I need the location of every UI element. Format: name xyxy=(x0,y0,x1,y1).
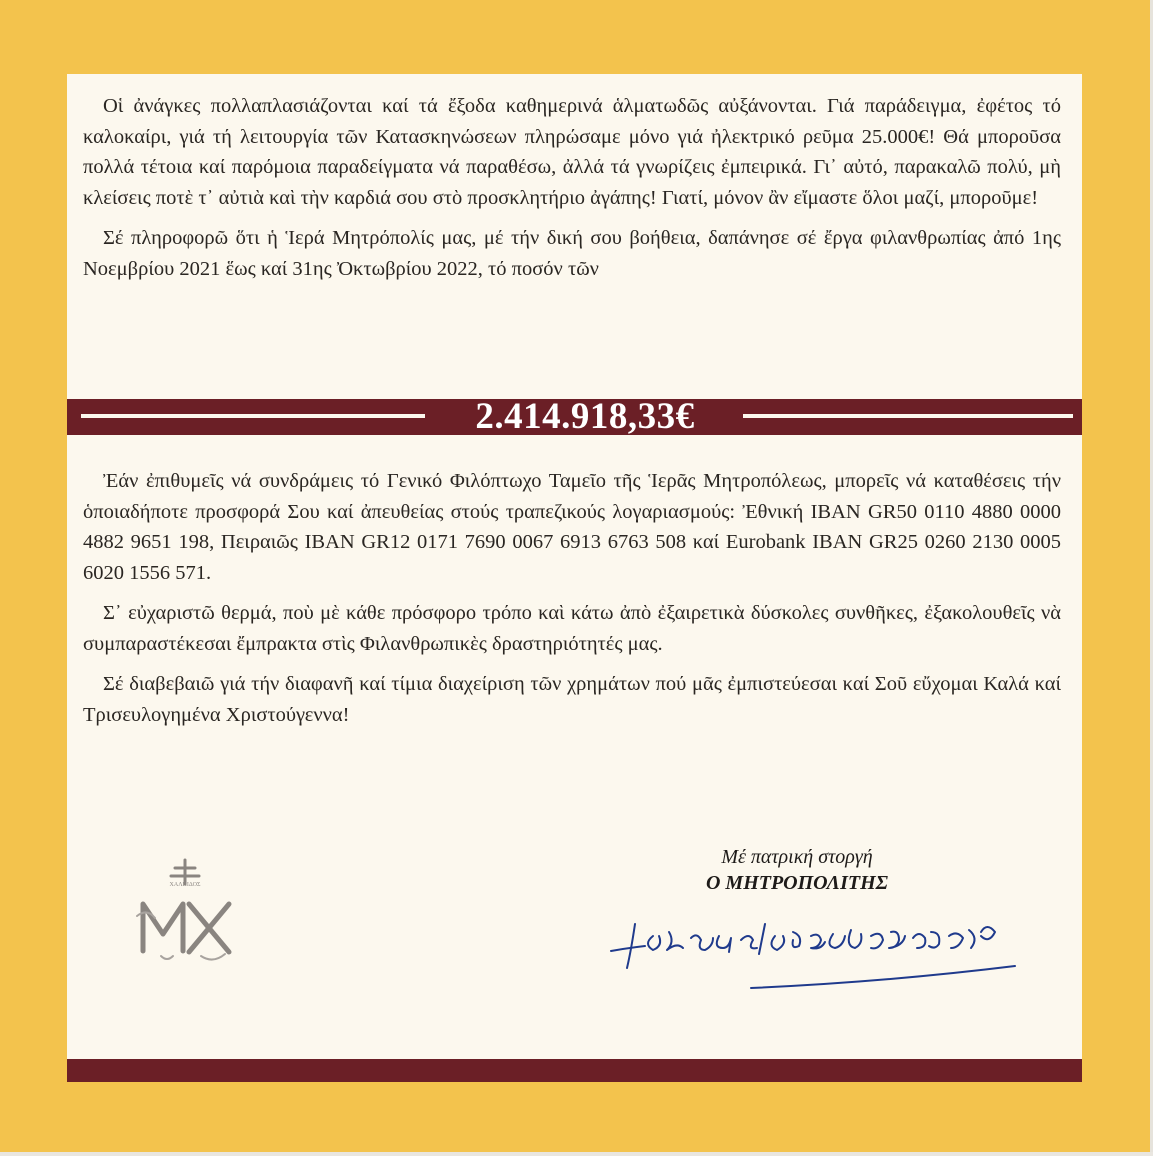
letter-page xyxy=(67,74,1082,1082)
amount-banner xyxy=(67,396,1082,437)
metropolis-seal-icon xyxy=(131,856,239,974)
closing-title: Ο ΜΗΤΡΟΠΟΛΙΤΗΣ xyxy=(705,872,889,894)
total-amount: 2.414.918,33€ xyxy=(475,396,695,437)
top-text xyxy=(83,91,1061,294)
closing xyxy=(627,844,967,896)
screenshot-edge-bottom xyxy=(0,1152,1153,1156)
signature-image xyxy=(605,896,1025,996)
banner-rule-right xyxy=(743,414,1073,418)
closing-greeting: Μέ πατρική στοργή xyxy=(721,846,873,868)
bottom-text xyxy=(83,466,1061,740)
paragraph-thanks: Σ᾽ εὐχαριστῶ θερμά, ποὺ μὲ κάθε πρόσφορο τρόπο καὶ κάτω ἀπὸ ἐξαιρετικὰ δύσκολες συνθῆκες, ἐξακολουθεῖς νὰ συμπαραστέκεσαι ἔμπρακτα στὶς Φιλανθρωπικὲς δραστηριότητές μας. xyxy=(83,602,1061,655)
banner-rule-left xyxy=(81,414,425,418)
paragraph-spending: Σέ πληροφορῶ ὅτι ἡ Ἱερά Μητρόπολίς μας, μέ τήν δική σου βοήθεια, δαπάνησε σέ ἔργα φιλανθρωπίας ἀπό 1ης Νοεμβρίου 2021 ἕως καί 31ης Ὀκτωβρίου 2022, τό ποσόν τῶν xyxy=(83,227,1061,280)
paragraph-needs: Οἱ ἀνάγκες πολλαπλασιάζονται καί τά ἔξοδα καθημερινά ἁλματωδῶς αὐξάνονται. Γιά παράδειγμα, ἐφέτος τό καλοκαίρι, γιά τή λειτουργία τῶν Κατασκηνώσεων πληρώσαμε μόνο γιά ἠλεκτρικό ρεῦμα 25.000€! Θά μποροῦσα πολλά τέτοια καί παρόμοια παραδείγματα νά παραθέσω, ἀλλά τά γνωρίζεις ἐμπειρικά. Γι᾽ αὐτό, παρακαλῶ πολύ, μὴ κλείσεις ποτὲ τ᾽ αὐτιὰ καὶ τὴν καρδιά σου στὸ προσκλητήριο ἀγάπης! Γιατί, μόνον ἂν εἴμαστε ὅλοι μαζί, μποροῦμε! xyxy=(83,95,1061,209)
paragraph-christmas-wishes: Σέ διαβεβαιῶ γιά τήν διαφανῆ καί τίμια διαχείριση τῶν χρημάτων πού μᾶς ἐμπιστεύεσαι καί Σοῦ εὔχομαι Καλά καί Τρισευλογημένα Χριστούγεννα! xyxy=(83,673,1061,726)
bottom-bar xyxy=(67,1059,1082,1082)
svg-text:ΧΑΛΚΙΔΟΣ: ΧΑΛΚΙΔΟΣ xyxy=(169,882,201,888)
paragraph-donation-accounts: Ἐάν ἐπιθυμεῖς νά συνδράμεις τό Γενικό Φιλόπτωχο Ταμεῖο τῆς Ἱερᾶς Μητροπόλεως, μπορεῖς νά καταθέσεις τήν ὁποιαδήποτε προσφορά Σου καί ἀπευθείας στούς τραπεζικούς λογαριασμούς: Ἐθνική IBAN GR50 0110 4880 0000 4882 9651 198, Πειραιῶς IBAN GR12 0171 7690 0067 6913 6763 508 καί Eurobank IBAN GR25 0260 2130 0005 6020 1556 571. xyxy=(83,470,1061,584)
